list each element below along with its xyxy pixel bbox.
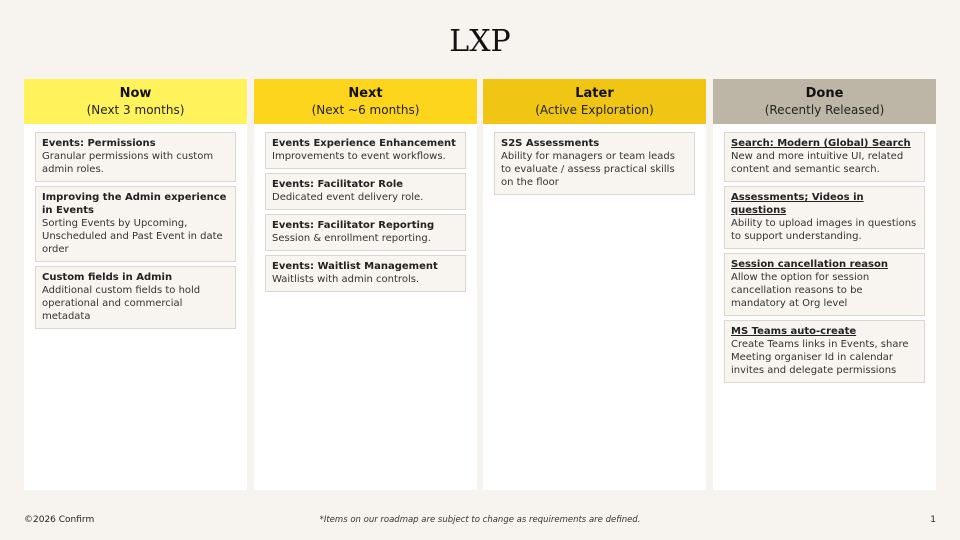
column-subheading: (Active Exploration)	[535, 102, 654, 117]
card-title: Session cancellation reason	[731, 259, 888, 270]
column-header-later	[483, 79, 706, 124]
card-title: Events: Waitlist Management	[272, 261, 438, 272]
card-title: MS Teams auto-create	[731, 326, 857, 337]
card-title: S2S Assessments	[501, 138, 600, 149]
card-title: Events: Facilitator Reporting	[272, 220, 435, 231]
card-description: Dedicated event delivery role.	[272, 192, 424, 203]
card-title: Search: Modern (Global) Search	[731, 138, 911, 149]
page-title: LXP	[449, 24, 511, 59]
column-heading: Done	[805, 85, 844, 101]
column-subheading: (Next ~6 months)	[311, 102, 420, 117]
roadmap-card	[265, 255, 466, 292]
roadmap-card	[265, 173, 466, 210]
column-later	[483, 79, 706, 490]
card-description: Ability for managers or team leads to evaluate / assess practical skills on the floor	[501, 151, 675, 188]
card-title: Events: Facilitator Role	[272, 179, 404, 190]
card-description: Ability to upload images in questions to support understanding.	[731, 218, 917, 242]
card-title: Events: Permissions	[42, 138, 156, 149]
column-now	[24, 79, 247, 490]
roadmap-card	[724, 186, 925, 249]
column-heading: Later	[575, 85, 614, 101]
roadmap-card	[35, 132, 236, 182]
card-description: Additional custom fields to hold operational and commercial metadata	[42, 285, 201, 322]
card-title: Assessments; Videos in questions	[731, 192, 864, 216]
card-description: Create Teams links in Events, share Meeting organiser Id in calendar invites and delegate permissions	[731, 339, 909, 376]
card-description: Improvements to event workflows.	[272, 151, 446, 162]
card-description: Sorting Events by Upcoming, Unscheduled and Past Event in date order	[42, 218, 223, 255]
roadmap-card	[494, 132, 695, 195]
card-description: Allow the option for session cancellation reasons to be mandatory at Org level	[731, 272, 870, 309]
card-description: New and more intuitive UI, related content and semantic search.	[731, 151, 904, 175]
roadmap-card	[724, 320, 925, 383]
column-header-next	[254, 79, 477, 124]
roadmap-card	[35, 266, 236, 329]
copyright-text: ©2026 Confirm	[24, 515, 95, 525]
page-number: 1	[930, 515, 936, 525]
roadmap-card	[265, 132, 466, 169]
card-title: Custom fields in Admin	[42, 272, 173, 283]
card-description: Session & enrollment reporting.	[272, 233, 431, 244]
column-next	[254, 79, 477, 490]
roadmap-card	[265, 214, 466, 251]
column-header-now	[24, 79, 247, 124]
card-title: Improving the Admin experience in Events	[42, 192, 227, 216]
roadmap-card	[35, 186, 236, 262]
roadmap-disclaimer: *Items on our roadmap are subject to change as requirements are defined.	[319, 515, 641, 525]
roadmap-card	[724, 132, 925, 182]
column-heading: Now	[119, 85, 152, 101]
card-title: Events Experience Enhancement	[272, 138, 456, 149]
column-subheading: (Recently Released)	[764, 102, 885, 117]
card-description: Waitlists with admin controls.	[272, 274, 420, 285]
column-header-done	[713, 79, 936, 124]
column-subheading: (Next 3 months)	[86, 102, 185, 117]
card-description: Granular permissions with custom admin roles.	[42, 151, 214, 175]
roadmap-card	[724, 253, 925, 316]
column-done	[713, 79, 936, 490]
column-heading: Next	[348, 85, 383, 101]
